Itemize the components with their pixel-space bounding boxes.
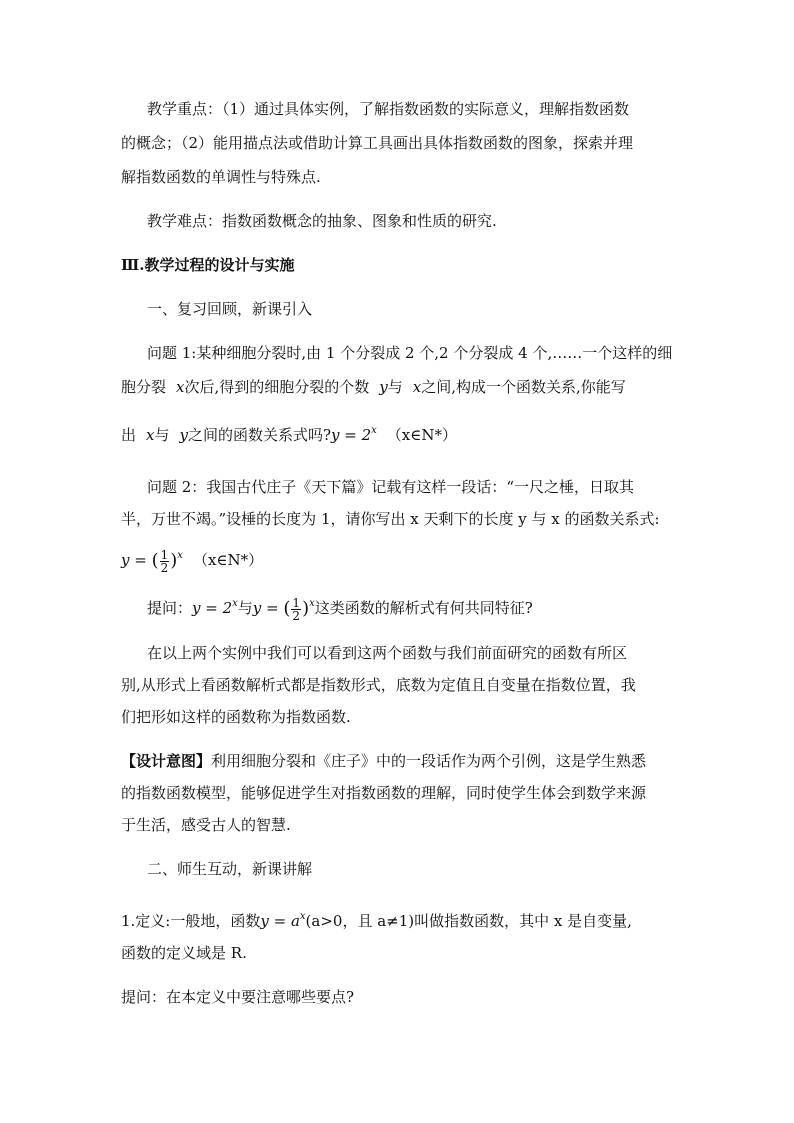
design-intent-text: 利用细胞分裂和《庄子》中的一段话作为两个引例，这是学生熟悉 bbox=[211, 752, 647, 770]
key-points-line-3: 解指数函数的单调性与特殊点. bbox=[121, 168, 321, 186]
problem-two-formula-line: y = ( $\frac{1}{2}$ )$^x$ （x∈N*） bbox=[121, 547, 264, 575]
definition-text: 1.定义:一般地，函数 bbox=[121, 912, 261, 930]
question-key-points: 提问：在本定义中要注意哪些要点? bbox=[121, 988, 355, 1006]
explanation-line-2: 别,从形式上看函数解析式都是指数形式，底数为定值且自变量在指数位置，我 bbox=[121, 676, 636, 694]
definition-line-1 bbox=[121, 906, 632, 932]
formula-y-2x: y = 2 bbox=[192, 599, 233, 617]
part-two-heading: 二、师生互动，新课讲解 bbox=[147, 860, 313, 878]
design-intent-label: 【设计意图】 bbox=[121, 752, 212, 770]
problem-one-text: 之间,构成一个函数关系,你能写 bbox=[421, 378, 626, 396]
problem-one-text: 与 bbox=[387, 378, 403, 396]
problem-one-text: 之间的函数关系式吗? bbox=[187, 426, 332, 444]
domain-text: （x∈N*） bbox=[386, 426, 457, 444]
design-intent-line-2: 的指数函数模型，能够促进学生对指数函数的理解，同时使学生体会到数学来源 bbox=[121, 784, 647, 802]
definition-line-2: 函数的定义域是 R. bbox=[121, 944, 247, 962]
explanation-line-1: 在以上两个实例中我们可以看到这两个函数与我们前面研究的函数有所区 bbox=[147, 644, 628, 662]
exponent: x bbox=[309, 598, 315, 609]
section-heading: Ⅲ.教学过程的设计与实施 bbox=[121, 256, 295, 274]
problem-one-text: 胞分裂 bbox=[121, 378, 167, 396]
key-points-line-2: 的概念；（2）能用描点法或借助计算工具画出具体指数函数的图象，探索并理 bbox=[121, 134, 634, 152]
problem-two-line-1: 问题 2：我国古代庄子《天下篇》记载有这样一段话：“一尺之棰，日取其 bbox=[147, 478, 634, 496]
formula-lhs: y = bbox=[121, 551, 152, 569]
var-y: y bbox=[179, 426, 188, 444]
formula-y-2x: y = 2 bbox=[331, 426, 372, 444]
key-points-line-1: 教学重点：（1）通过具体实例，了解指数函数的实际意义，理解指数函数 bbox=[147, 100, 630, 118]
definition-text: 叫做指数函数，其中 x 是自变量, bbox=[414, 912, 632, 930]
domain-text: （x∈N*） bbox=[192, 551, 264, 569]
exponent: x bbox=[232, 598, 238, 609]
design-intent-line-3: 于生活，感受古人的智慧. bbox=[121, 816, 291, 834]
question-common-feature: 提问：$y = 2^x$与y = ( $\frac{1}{2}$ )$^x$这类函数的解析式有何共同特征? bbox=[147, 595, 533, 623]
var-x: x bbox=[412, 378, 422, 396]
problem-one-text: 次后,得到的细胞分裂的个数 bbox=[184, 378, 370, 396]
var-x: x bbox=[176, 378, 185, 396]
exponent: x bbox=[177, 550, 183, 561]
part-one-heading: 一、复习回顾，新课引入 bbox=[147, 300, 313, 318]
formula-y-ax: y = a bbox=[260, 912, 300, 930]
exponent: x bbox=[299, 911, 306, 922]
ask-suffix: 这类函数的解析式有何共同特征? bbox=[314, 599, 533, 617]
problem-one-line-1: 问题 1:某种细胞分裂时,由 1 个分裂成 2 个,2 个分裂成 4 个,……一个这样的细 bbox=[147, 344, 673, 362]
problem-one-text: 出 bbox=[121, 426, 137, 444]
design-intent-line-1 bbox=[121, 750, 646, 772]
problem-one-line-3 bbox=[121, 420, 457, 446]
exponent: x bbox=[371, 425, 377, 436]
var-x: x bbox=[146, 426, 155, 444]
explanation-line-3: 们把形如这样的函数称为指数函数. bbox=[121, 708, 351, 726]
problem-one-text: 与 bbox=[154, 426, 170, 444]
fraction-one-half: $\frac{1}{2}$ bbox=[160, 547, 169, 575]
formula-lhs: y = bbox=[252, 599, 284, 617]
problem-two-line-2: 半，万世不竭。”设棰的长度为 1，请你写出 x 天剩下的长度 y 与 x 的函数关系式: bbox=[121, 510, 660, 528]
problem-one-line-2 bbox=[121, 376, 626, 398]
ask-connector: 与 bbox=[237, 599, 253, 617]
definition-condition: (a>0，且 a≠1) bbox=[305, 912, 415, 930]
fraction-one-half: $\frac{1}{2}$ bbox=[292, 595, 301, 623]
var-y: y bbox=[379, 378, 388, 396]
ask-prefix: 提问： bbox=[147, 599, 193, 617]
difficulty-paragraph: 教学难点：指数函数概念的抽象、图象和性质的研究. bbox=[147, 212, 497, 230]
